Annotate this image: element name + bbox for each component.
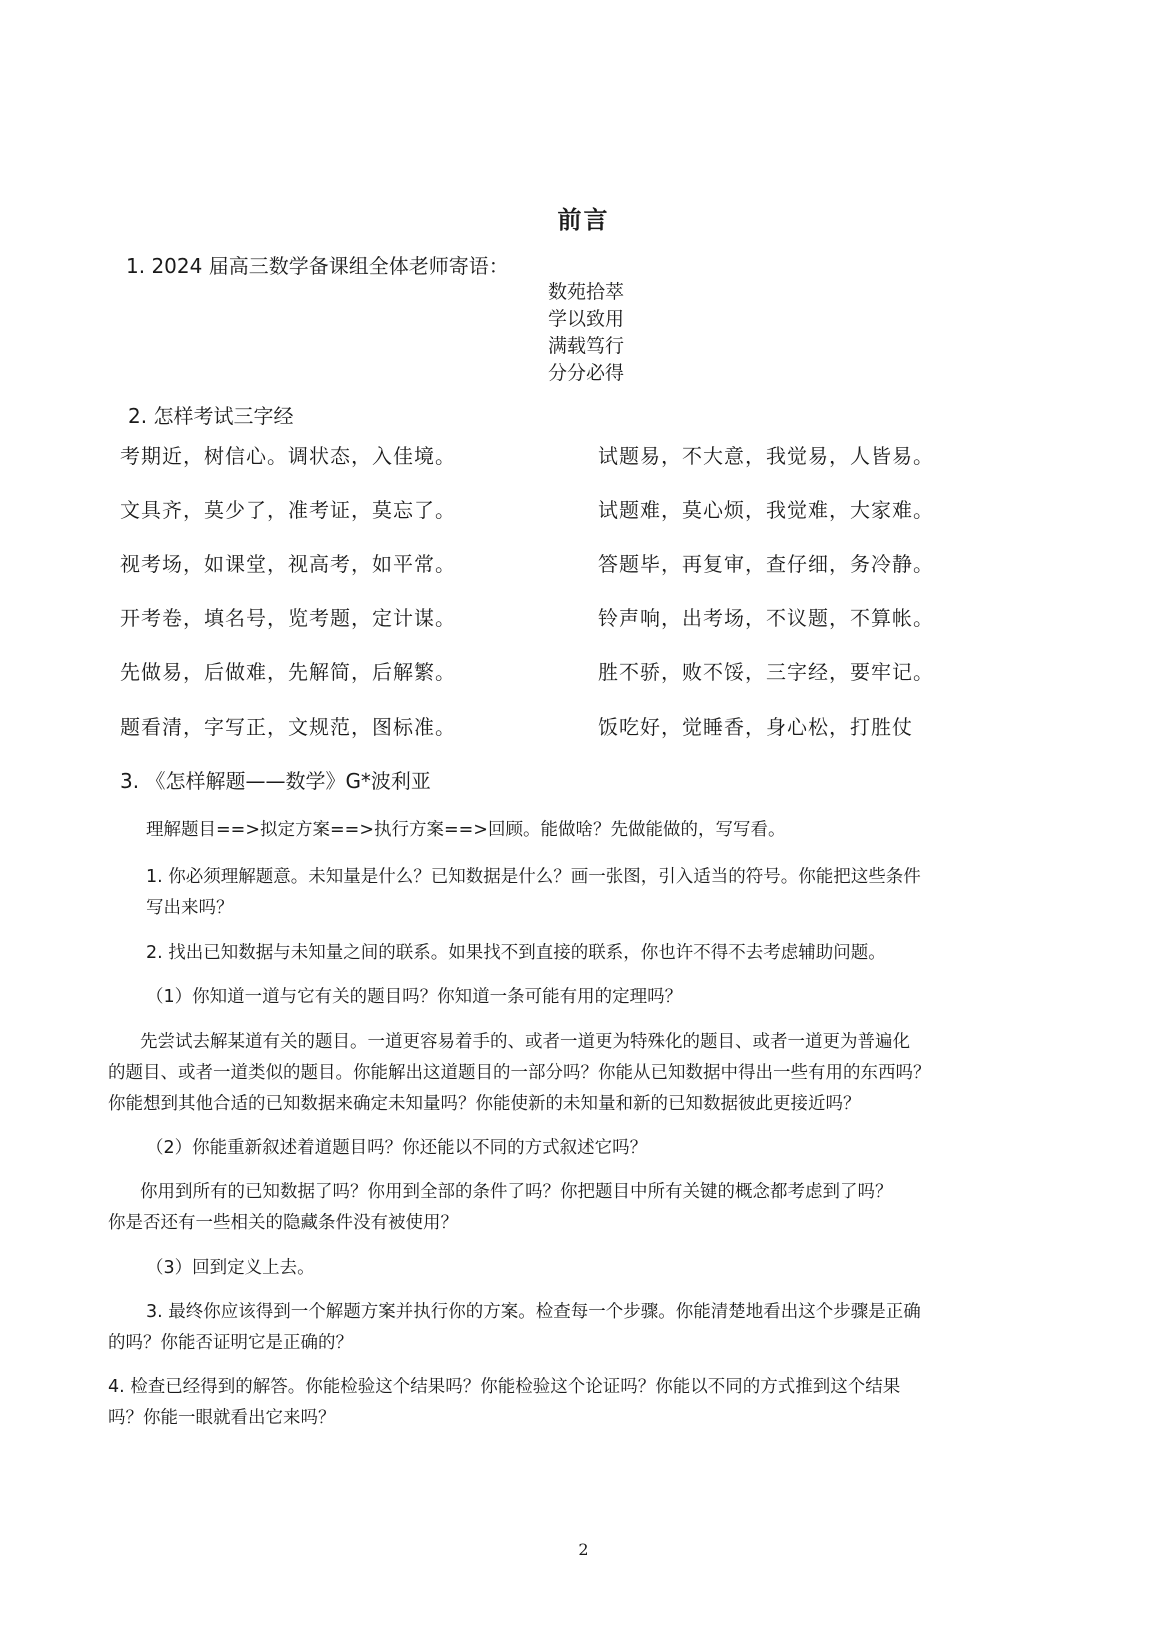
paragraph-line: 3. 最终你应该得到一个解题方案并执行你的方案。检查每一个步骤。你能清楚地看出这个步骤是正确 <box>146 1302 921 1322</box>
verse-right: 胜不骄，败不馁，三字经，要牢记。 <box>598 660 934 684</box>
motto-line: 分分必得 <box>548 362 625 384</box>
paragraph-line: 理解题目==>拟定方案==>执行方案==>回顾。能做啥？先做能做的，写写看。 <box>146 820 786 840</box>
verse-right: 饭吃好，觉睡香，身心松，打胜仗 <box>598 715 913 739</box>
section2-heading: 2. 怎样考试三字经 <box>128 404 294 428</box>
verse-left: 先做易，后做难，先解简，后解繁。 <box>120 660 456 684</box>
paragraph-line: 你用到所有的已知数据了吗？你用到全部的条件了吗？你把题目中所有关键的概念都考虑到了吗？ <box>140 1182 893 1202</box>
paragraph-line: 的题目、或者一道类似的题目。你能解出这道题目的一部分吗？你能从已知数据中得出一些有用的东西吗？ <box>108 1063 931 1083</box>
paragraph-line: 4. 检查已经得到的解答。你能检验这个结果吗？你能检验这个论证吗？你能以不同的方式推到这个结果 <box>108 1377 901 1397</box>
paragraph-line: （3）回到定义上去。 <box>146 1258 315 1278</box>
paragraph-line: 你是否还有一些相关的隐藏条件没有被使用？ <box>108 1213 458 1233</box>
verse-left: 题看清，字写正，文规范，图标准。 <box>120 715 456 739</box>
paragraph-line: 吗？你能一眼就看出它来吗？ <box>108 1408 336 1428</box>
motto-line: 满载笃行 <box>548 335 625 357</box>
paragraph-line: （2）你能重新叙述着道题目吗？你还能以不同的方式叙述它吗？ <box>146 1138 648 1158</box>
paragraph-line: 1. 你必须理解题意。未知量是什么？已知数据是什么？画一张图，引入适当的符号。你能把这些条件 <box>146 867 921 887</box>
motto-line: 数苑拾萃 <box>548 281 625 303</box>
paragraph-line: 先尝试去解某道有关的题目。一道更容易着手的、或者一道更为特殊化的题目、或者一道更为普遍化 <box>140 1032 910 1052</box>
verse-left: 开考卷，填名号，览考题，定计谋。 <box>120 606 456 630</box>
paragraph-line: 你能想到其他合适的已知数据来确定未知量吗？你能使新的未知量和新的已知数据彼此更接近吗？ <box>108 1094 861 1114</box>
verse-right: 试题难，莫心烦，我觉难，大家难。 <box>598 498 934 522</box>
page-number: 2 <box>578 1540 589 1559</box>
verse-right: 答题毕，再复审，查仔细，务冷静。 <box>598 552 934 576</box>
verse-right: 试题易，不大意，我觉易，人皆易。 <box>598 444 934 468</box>
section3-heading: 3. 《怎样解题——数学》G*波利亚 <box>120 769 431 793</box>
paragraph-line: （1）你知道一道与它有关的题目吗？你知道一条可能有用的定理吗？ <box>146 987 683 1007</box>
verse-right: 铃声响，出考场，不议题，不算帐。 <box>598 606 934 630</box>
verse-left: 考期近，树信心。调状态，入佳境。 <box>120 444 456 468</box>
verse-left: 视考场，如课堂，视高考，如平常。 <box>120 552 456 576</box>
motto-line: 学以致用 <box>548 308 625 330</box>
paragraph-line: 的吗？你能否证明它是正确的？ <box>108 1333 353 1353</box>
section1-heading: 1. 2024 届高三数学备课组全体老师寄语： <box>126 254 509 278</box>
verse-left: 文具齐，莫少了，准考证，莫忘了。 <box>120 498 456 522</box>
paragraph-line: 写出来吗？ <box>146 898 234 918</box>
paragraph-line: 2. 找出已知数据与未知量之间的联系。如果找不到直接的联系，你也许不得不去考虑辅助问题。 <box>146 943 886 963</box>
page-title: 前言 <box>557 206 610 234</box>
